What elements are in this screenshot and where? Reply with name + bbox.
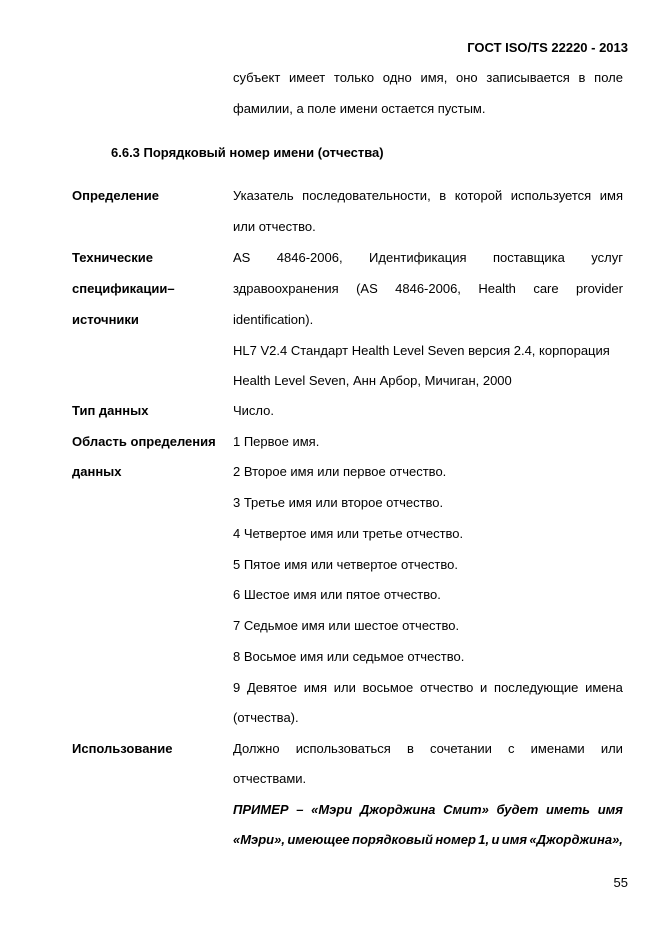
word: 4846-2006, [276, 250, 343, 265]
usage-line-1 [233, 741, 623, 757]
word: AS [233, 250, 251, 265]
example-line-2 [233, 832, 623, 848]
domain-item-3: 3 Третье имя или второе отчество. [233, 495, 444, 510]
word: «Мэри [311, 802, 353, 817]
word: имеет [289, 70, 326, 85]
word: Указатель [233, 188, 294, 203]
domain-item-8: 8 Восьмое имя или седьмое отчество. [233, 649, 465, 664]
domain-item-5: 5 Пятое имя или четвертое отчество. [233, 557, 458, 572]
word: care [533, 281, 559, 296]
word: имеющее [287, 832, 350, 847]
page-number: 55 [613, 875, 628, 890]
domain-item-9-line-2: (отчества). [233, 710, 299, 725]
word: одно [382, 70, 412, 85]
word: или [600, 741, 623, 756]
word: будет [496, 802, 539, 817]
data-type-value: Число. [233, 403, 274, 418]
word: номер [435, 832, 476, 847]
word: 9 [233, 680, 241, 695]
definition-line-2: или отчество. [233, 219, 316, 234]
tech-specs-line-5: Health Level Seven, Анн Арбор, Мичиган, 2000 [233, 373, 512, 388]
word: «Мэри», [233, 832, 285, 847]
tech-specs-line-2 [233, 281, 623, 297]
word: записывается [486, 70, 570, 85]
word: Смит» [443, 802, 489, 817]
word: здравоохранения [233, 281, 339, 296]
word: поле [594, 70, 623, 85]
word: имя [597, 802, 623, 817]
word: «Джорджина», [529, 832, 623, 847]
tech-specs-line-3: identification). [233, 312, 314, 327]
definition-line-1 [233, 188, 623, 204]
intro-line-2: фамилии, а поле имени остается пустым. [233, 101, 486, 116]
example-line-1 [233, 802, 623, 818]
word: имя [501, 832, 528, 847]
word: имя [303, 680, 328, 695]
word: имя, [420, 70, 448, 85]
tech-specs-line-1 [233, 250, 623, 266]
domain-label-1: Область определения [72, 434, 216, 449]
word: иметь [545, 802, 591, 817]
word: только [333, 70, 375, 85]
tech-specs-label-3: источники [72, 312, 139, 327]
word: (AS [356, 281, 378, 296]
word: последовательности, [302, 188, 431, 203]
word: Health [478, 281, 516, 296]
data-type-label: Тип данных [72, 403, 149, 418]
word: отчество [419, 680, 474, 695]
word: услуг [591, 250, 623, 265]
intro-line-1 [233, 70, 623, 86]
word: и [491, 832, 500, 847]
word: использоваться [295, 741, 391, 756]
word: сочетании [430, 741, 492, 756]
word: в [439, 188, 447, 203]
word: в [578, 70, 586, 85]
word: именами [530, 741, 585, 756]
tech-specs-line-4: HL7 V2.4 Стандарт Health Level Seven версия 2.4, корпорация [233, 343, 610, 358]
word: с [508, 741, 515, 756]
usage-label: Использование [72, 741, 173, 756]
word: порядковый [352, 832, 433, 847]
word: последующие [494, 680, 579, 695]
domain-label-2: данных [72, 464, 122, 479]
word: оно [456, 70, 478, 85]
usage-line-2: отчествами. [233, 771, 307, 786]
word: 1, [478, 832, 490, 847]
word: имя [599, 188, 623, 203]
tech-specs-label-2: спецификации– [72, 281, 175, 296]
word: 4846-2006, [395, 281, 461, 296]
word: Джорджина [359, 802, 436, 817]
domain-item-1: 1 Первое имя. [233, 434, 320, 449]
word: – [296, 802, 304, 817]
word: используется [510, 188, 592, 203]
word: субъект [233, 70, 281, 85]
document-header-id: ГОСТ ISO/TS 22220 - 2013 [467, 40, 628, 55]
domain-item-4: 4 Четвертое имя или третье отчество. [233, 526, 464, 541]
domain-item-2: 2 Второе имя или первое отчество. [233, 464, 447, 479]
word: ПРИМЕР [233, 802, 289, 817]
word: Девятое [246, 680, 298, 695]
domain-item-6: 6 Шестое имя или пятое отчество. [233, 587, 441, 602]
word: восьмое [362, 680, 414, 695]
definition-label: Определение [72, 188, 160, 203]
word: в [406, 741, 414, 756]
section-title: 6.6.3 Порядковый номер имени (отчества) [111, 145, 384, 160]
word: которой [454, 188, 503, 203]
word: provider [576, 281, 623, 296]
word: поставщика [492, 250, 565, 265]
word: или [333, 680, 356, 695]
word: Должно [233, 741, 280, 756]
word: имена [585, 680, 623, 695]
domain-item-7: 7 Седьмое имя или шестое отчество. [233, 618, 460, 633]
word: и [480, 680, 488, 695]
tech-specs-label-1: Технические [72, 250, 153, 265]
word: Идентификация [369, 250, 467, 265]
domain-item-9-line-1 [233, 680, 623, 696]
